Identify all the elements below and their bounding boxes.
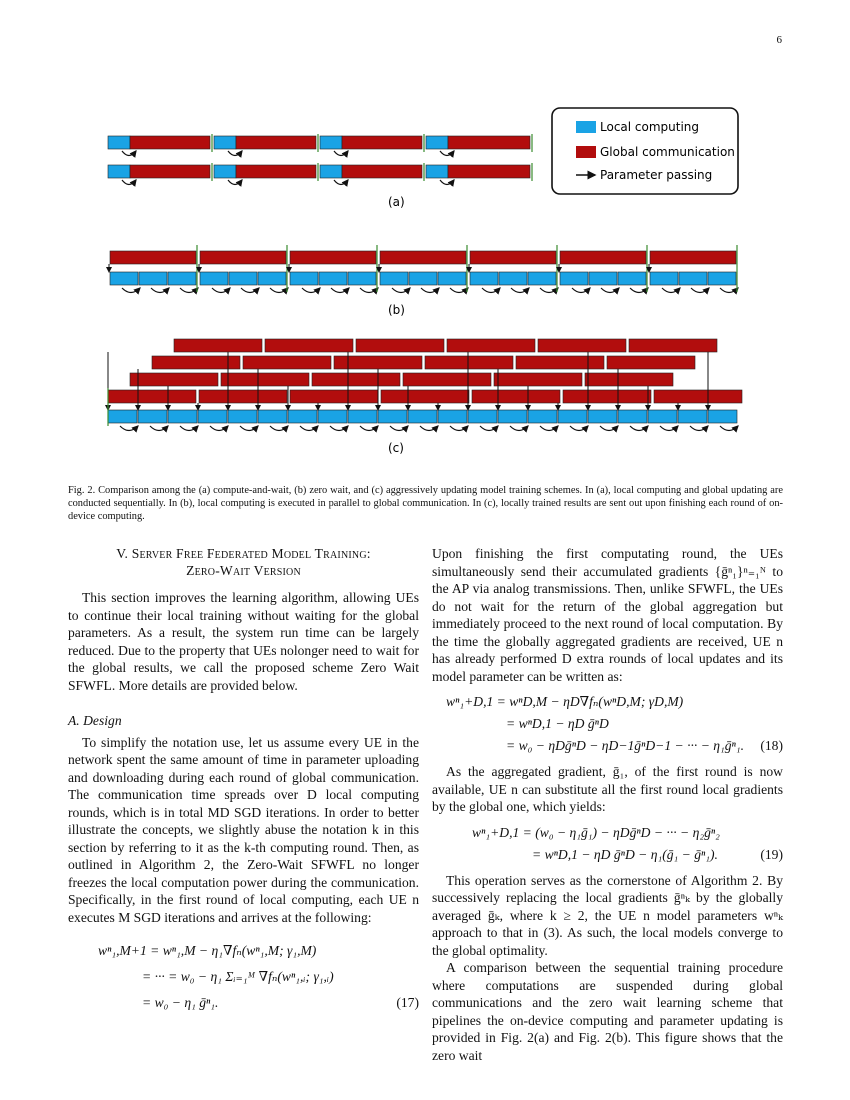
param-pass-arrow [240, 426, 258, 431]
param-pass-arrow [151, 288, 169, 293]
eq19-line1: wⁿ₁+D,1 = (w₀ − η₁ḡ₁) − ηDḡⁿD − ··· − η₂ḡⁿ₂ [472, 824, 720, 840]
global-comm-block [342, 165, 422, 178]
legend-passing-label: Parameter passing [600, 168, 713, 182]
param-pass-arrow [511, 288, 529, 293]
global-comm-block [290, 251, 376, 264]
global-comm-block [516, 356, 604, 369]
paragraph-design: To simplify the notation use, let us assume every UE in the network spent the same amount of time in parameter uploading and downloading during each round of global communication. The communication time spreads over D local computing rounds, which is in total MD SGD iterations. In order to better illustrate the concepts, we slightly abuse the notation k in this section by referring to it as the k-th computing round. Then, as outlined in Algorithm 2, the Zero-Wait SFWFL no longer freezes the local computation power during the communication. Specifically, in the first round of local computing, each UE n executes M SGD iterations and arrives at the following: [68, 734, 419, 925]
param-pass-arrow [150, 426, 168, 431]
equation-19 [432, 822, 783, 866]
param-pass-arrow [228, 151, 242, 156]
eq19-number: (19) [760, 846, 783, 862]
global-comm-block [312, 373, 400, 386]
subfigure-c-aggressive-update [108, 339, 742, 431]
global-comm-block [494, 373, 582, 386]
local-compute-block [438, 272, 466, 285]
local-compute-block [214, 136, 236, 149]
global-comm-block [334, 356, 422, 369]
paragraph-intro: This section improves the learning algorithm, allowing UEs to continue their local training without waiting for the global parameters. As a result, the system run time can be largely reduced. Due to the property that UEs nolonger need to wait for the global results, we call the proposed scheme Zero Wait SFWFL. More details are provided below. [68, 590, 419, 693]
global-comm-block [403, 373, 491, 386]
global-comm-block [265, 339, 353, 352]
eq18-line1: wⁿ₁+D,1 = wⁿD,M − ηD∇fₙ(wⁿD,M; γD,M) [446, 694, 684, 709]
param-pass-arrow [390, 426, 408, 431]
local-compute-block [528, 410, 557, 423]
local-compute-block [348, 410, 377, 423]
param-pass-arrow [241, 288, 259, 293]
param-pass-arrow [122, 151, 136, 156]
legend-local-swatch [576, 121, 596, 133]
local-compute-block [108, 165, 130, 178]
local-compute-block [470, 272, 498, 285]
subfigure-b-zero-wait [109, 245, 738, 293]
legend-global-label: Global communication [600, 145, 735, 159]
local-compute-block [108, 410, 137, 423]
local-compute-block [139, 272, 167, 285]
global-comm-block [130, 165, 210, 178]
param-pass-arrow [720, 426, 738, 431]
param-pass-arrow [420, 426, 438, 431]
global-comm-block [380, 251, 466, 264]
figure-2 [0, 0, 850, 470]
label-c: (c) [388, 441, 404, 455]
param-pass-arrow [630, 288, 648, 293]
local-compute-block [320, 136, 342, 149]
figure-caption: Fig. 2. Comparison among the (a) compute-and-wait, (b) zero wait, and (c) aggressively updating model training schemes. In (a), local computing and global updating are conducted sequentially. In (b), local computing is executed in parallel to global communication. In (c), locally trained results are sent out upon finishing each round of on-device computing. [68, 485, 783, 522]
local-compute-block [498, 410, 527, 423]
param-pass-arrow [570, 426, 588, 431]
label-b: (b) [388, 303, 405, 317]
local-compute-block [380, 272, 408, 285]
param-pass-arrow [510, 426, 528, 431]
global-comm-block [108, 390, 196, 403]
eq19-line2: = wⁿD,1 − ηD ḡⁿD − η₁(ḡ₁ − ḡⁿ₁). [532, 846, 718, 862]
eq17-line3: = w₀ − η₁ ḡⁿ₁. [142, 995, 219, 1010]
param-pass-arrow [440, 180, 454, 185]
param-pass-arrow [180, 426, 198, 431]
local-compute-block [708, 410, 737, 423]
eq17-number: (17) [396, 995, 419, 1010]
param-pass-arrow [601, 288, 619, 293]
param-pass-arrow [212, 288, 230, 293]
param-pass-arrow [270, 426, 288, 431]
local-compute-block [648, 410, 677, 423]
param-pass-arrow [691, 288, 709, 293]
local-compute-block [558, 410, 587, 423]
eq18-number: (18) [760, 738, 783, 753]
global-comm-block [448, 136, 530, 149]
global-comm-block [243, 356, 331, 369]
global-comm-block [200, 251, 286, 264]
local-compute-block [228, 410, 257, 423]
global-comm-block [110, 251, 196, 264]
local-compute-block [258, 410, 287, 423]
eq18-line2: = wⁿD,1 − ηD ḡⁿD [506, 716, 609, 731]
legend-global-swatch [576, 146, 596, 158]
global-comm-block [560, 251, 646, 264]
global-comm-block [607, 356, 695, 369]
section-title-line1: V. Server Free Federated Model Training: [116, 546, 371, 561]
param-pass-arrow [122, 288, 140, 293]
global-comm-block [236, 165, 316, 178]
global-comm-block [585, 373, 673, 386]
global-comm-block [448, 165, 530, 178]
eq17-line2: = ··· = w₀ − η₁ Σᵢ₌₁ᴹ ∇fₙ(wⁿ₁,ᵢ; γ₁,ᵢ) [142, 969, 334, 984]
local-compute-block [679, 272, 707, 285]
param-pass-arrow [450, 426, 468, 431]
param-pass-arrow [482, 288, 500, 293]
right-column [432, 545, 783, 1064]
param-pass-arrow [300, 426, 318, 431]
param-pass-arrow [330, 426, 348, 431]
param-pass-arrow [480, 426, 498, 431]
local-compute-block [708, 272, 736, 285]
local-compute-block [110, 272, 138, 285]
global-comm-block [152, 356, 240, 369]
global-comm-block [221, 373, 309, 386]
param-pass-arrow [331, 288, 349, 293]
local-compute-block [528, 272, 556, 285]
param-pass-arrow [270, 288, 288, 293]
local-compute-block [138, 410, 167, 423]
equation-17 [68, 938, 419, 1016]
global-comm-block [174, 339, 262, 352]
param-pass-arrow [392, 288, 410, 293]
param-pass-arrow [600, 426, 618, 431]
param-pass-arrow [228, 180, 242, 185]
param-pass-arrow [450, 288, 468, 293]
global-comm-block [236, 136, 316, 149]
global-comm-block [629, 339, 717, 352]
local-compute-block [618, 410, 647, 423]
local-compute-block [200, 272, 228, 285]
section-title-line2: Zero-Wait Version [186, 563, 301, 578]
param-pass-arrow [360, 426, 378, 431]
global-comm-block [538, 339, 626, 352]
local-compute-block [426, 136, 448, 149]
local-compute-block [108, 136, 130, 149]
local-compute-block [588, 410, 617, 423]
global-comm-block [472, 390, 560, 403]
global-comm-block [342, 136, 422, 149]
paragraph-aggregated: As the aggregated gradient, ḡ₁, of the first round is now available, UE n can substitute all the first round local gradients by the global one, which yields: [432, 764, 783, 814]
subsection-title: A. Design [68, 713, 122, 728]
local-compute-block [560, 272, 588, 285]
paragraph-comparison: A comparison between the sequential training procedure where computations are suspended during global communications and the zero wait learning scheme that pipelines the on-device computing and parameter updating is provided in Fig. 2(a) and Fig. 2(b). This figure shows that the zero wait [432, 960, 783, 1063]
paragraph-upon-finishing: Upon finishing the first computating round, the UEs simultaneously send their accumulated gradients {ḡⁿ₁}ⁿ₌₁ᴺ to the AP via analog transmissions. Then, unlike SFWFL, the UEs do not wait for the return of the global aggregation but immediately proceed to the next round of local computation. By the time the globally aggregated gradients are received, UE n has already performed D extra rounds of local updates and its model parameter can be written as: [432, 546, 783, 684]
param-pass-arrow [662, 288, 680, 293]
param-pass-arrow [210, 426, 228, 431]
global-comm-block [130, 136, 210, 149]
global-comm-block [130, 373, 218, 386]
local-compute-block [426, 165, 448, 178]
local-compute-block [650, 272, 678, 285]
local-compute-block [290, 272, 318, 285]
local-compute-block [408, 410, 437, 423]
page-number: 6 [776, 34, 782, 46]
paragraph-cornerstone: This operation serves as the cornerstone of Algorithm 2. By successively replacing the local gradients ḡⁿₖ by the globally averaged ḡₖ, where k ≥ 2, the UE n model parameters wⁿₖ approach to that in (3). As such, the local models converge to the global optimality. [432, 872, 783, 958]
local-compute-block [348, 272, 376, 285]
legend-local-label: Local computing [600, 120, 700, 134]
local-compute-block [198, 410, 227, 423]
param-pass-arrow [334, 151, 348, 156]
local-compute-block [168, 272, 196, 285]
global-comm-block [654, 390, 742, 403]
local-compute-block [318, 410, 347, 423]
label-a: (a) [388, 195, 405, 209]
param-pass-arrow [122, 180, 136, 185]
param-pass-arrow [120, 426, 138, 431]
figure-legend [552, 108, 738, 194]
local-compute-block [229, 272, 257, 285]
section-title [68, 545, 419, 579]
local-compute-block [288, 410, 317, 423]
left-column [68, 545, 419, 1016]
param-pass-arrow [334, 180, 348, 185]
local-compute-block [589, 272, 617, 285]
param-pass-arrow [421, 288, 439, 293]
param-pass-arrow [720, 288, 738, 293]
local-compute-block [378, 410, 407, 423]
global-comm-block [425, 356, 513, 369]
param-pass-arrow [690, 426, 708, 431]
eq17-line1: wⁿ₁,M+1 = wⁿ₁,M − η₁∇fₙ(wⁿ₁,M; γ₁,M) [98, 943, 317, 958]
global-comm-block [199, 390, 287, 403]
local-compute-block [499, 272, 527, 285]
param-pass-arrow [540, 426, 558, 431]
local-compute-block [214, 165, 236, 178]
local-compute-block [468, 410, 497, 423]
param-pass-arrow [540, 288, 558, 293]
global-comm-block [356, 339, 444, 352]
param-pass-arrow [660, 426, 678, 431]
local-compute-block [438, 410, 467, 423]
global-comm-block [563, 390, 651, 403]
local-compute-block [409, 272, 437, 285]
param-pass-arrow [440, 151, 454, 156]
subfigure-a-compute-and-wait [108, 134, 532, 185]
local-compute-block [258, 272, 286, 285]
param-pass-arrow [630, 426, 648, 431]
param-pass-arrow [302, 288, 320, 293]
global-comm-block [470, 251, 556, 264]
param-pass-arrow [180, 288, 198, 293]
param-pass-arrow [572, 288, 590, 293]
global-comm-block [381, 390, 469, 403]
local-compute-block [618, 272, 646, 285]
equation-18 [432, 691, 783, 757]
local-compute-block [168, 410, 197, 423]
eq18-line3: = w₀ − ηDḡⁿD − ηD−1ḡⁿD−1 − ··· − η₁ḡⁿ₁. [506, 738, 744, 753]
global-comm-block [447, 339, 535, 352]
param-pass-arrow [360, 288, 378, 293]
local-compute-block [678, 410, 707, 423]
global-comm-block [290, 390, 378, 403]
local-compute-block [319, 272, 347, 285]
global-comm-block [650, 251, 736, 264]
local-compute-block [320, 165, 342, 178]
